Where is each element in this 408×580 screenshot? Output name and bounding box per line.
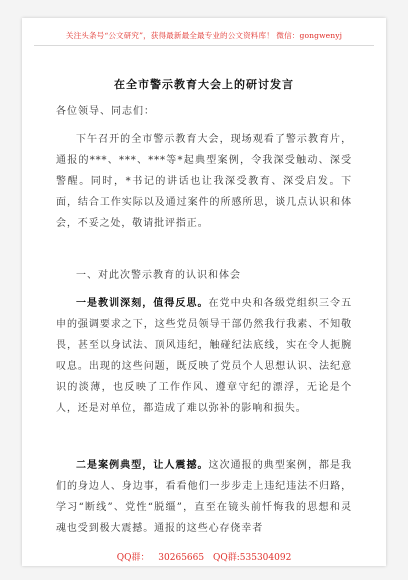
greeting: 各位领导、同志们：	[56, 106, 155, 117]
document-title: 在全市警示教育大会上的研讨发言	[114, 78, 294, 91]
section-heading: 一、对此次警示教育的认识和体会	[76, 270, 241, 281]
point-one-text: 在党中央和各级党组织三令五申的强调要求之下，这些党员领导干部仍然我行我素、不知敬畏，甚至以身试法、顶风违纪，触碰纪法底线，实在令人扼腕叹息。出现的这些问题，既反映了党员个人思想认识、法纪意识的淡薄，也反映了工作作风、遵章守纪的漂浮，无论是个人，还是对单位，都造成了难以弥补的影响和损失。	[56, 298, 352, 414]
point-two-lead: 二是案例典型，让人震撼。	[76, 460, 209, 471]
point-two-text: 这次通报的典型案例，都是我们的身边人、身边事，看看他们一步步走上违纪违法不归路，学习“断线”、党性“脱缰”，直至在镜头前忏悔我的思想和灵魂也受到极大震撼。通报的这些心存侥幸者	[56, 460, 352, 534]
point-one-paragraph	[56, 293, 352, 419]
point-one-lead: 一是教训深刻，值得反思。	[76, 298, 209, 309]
intro-paragraph: 下午召开的全市警示教育大会，现场观看了警示教育片，通报的***、***、***等*起典型案例，令我深受触动、深受警醒。同时，*书记的讲话也让我深受教育、深受启发。下面，结合工作实际以及通过案件的所感所思，谈几点认识和体会，不妥之处，敬请批评指正。	[56, 134, 352, 229]
point-two-paragraph	[56, 455, 352, 539]
header-divider	[34, 45, 374, 46]
footer-contact: QQ群： 30265665 QQ群:535304092	[116, 553, 292, 563]
header-banner: 关注头条号“公文研究”，获得最新最全最专业的公文资料库！ 微信：gongwenyj	[65, 31, 343, 40]
document-page	[22, 18, 386, 566]
